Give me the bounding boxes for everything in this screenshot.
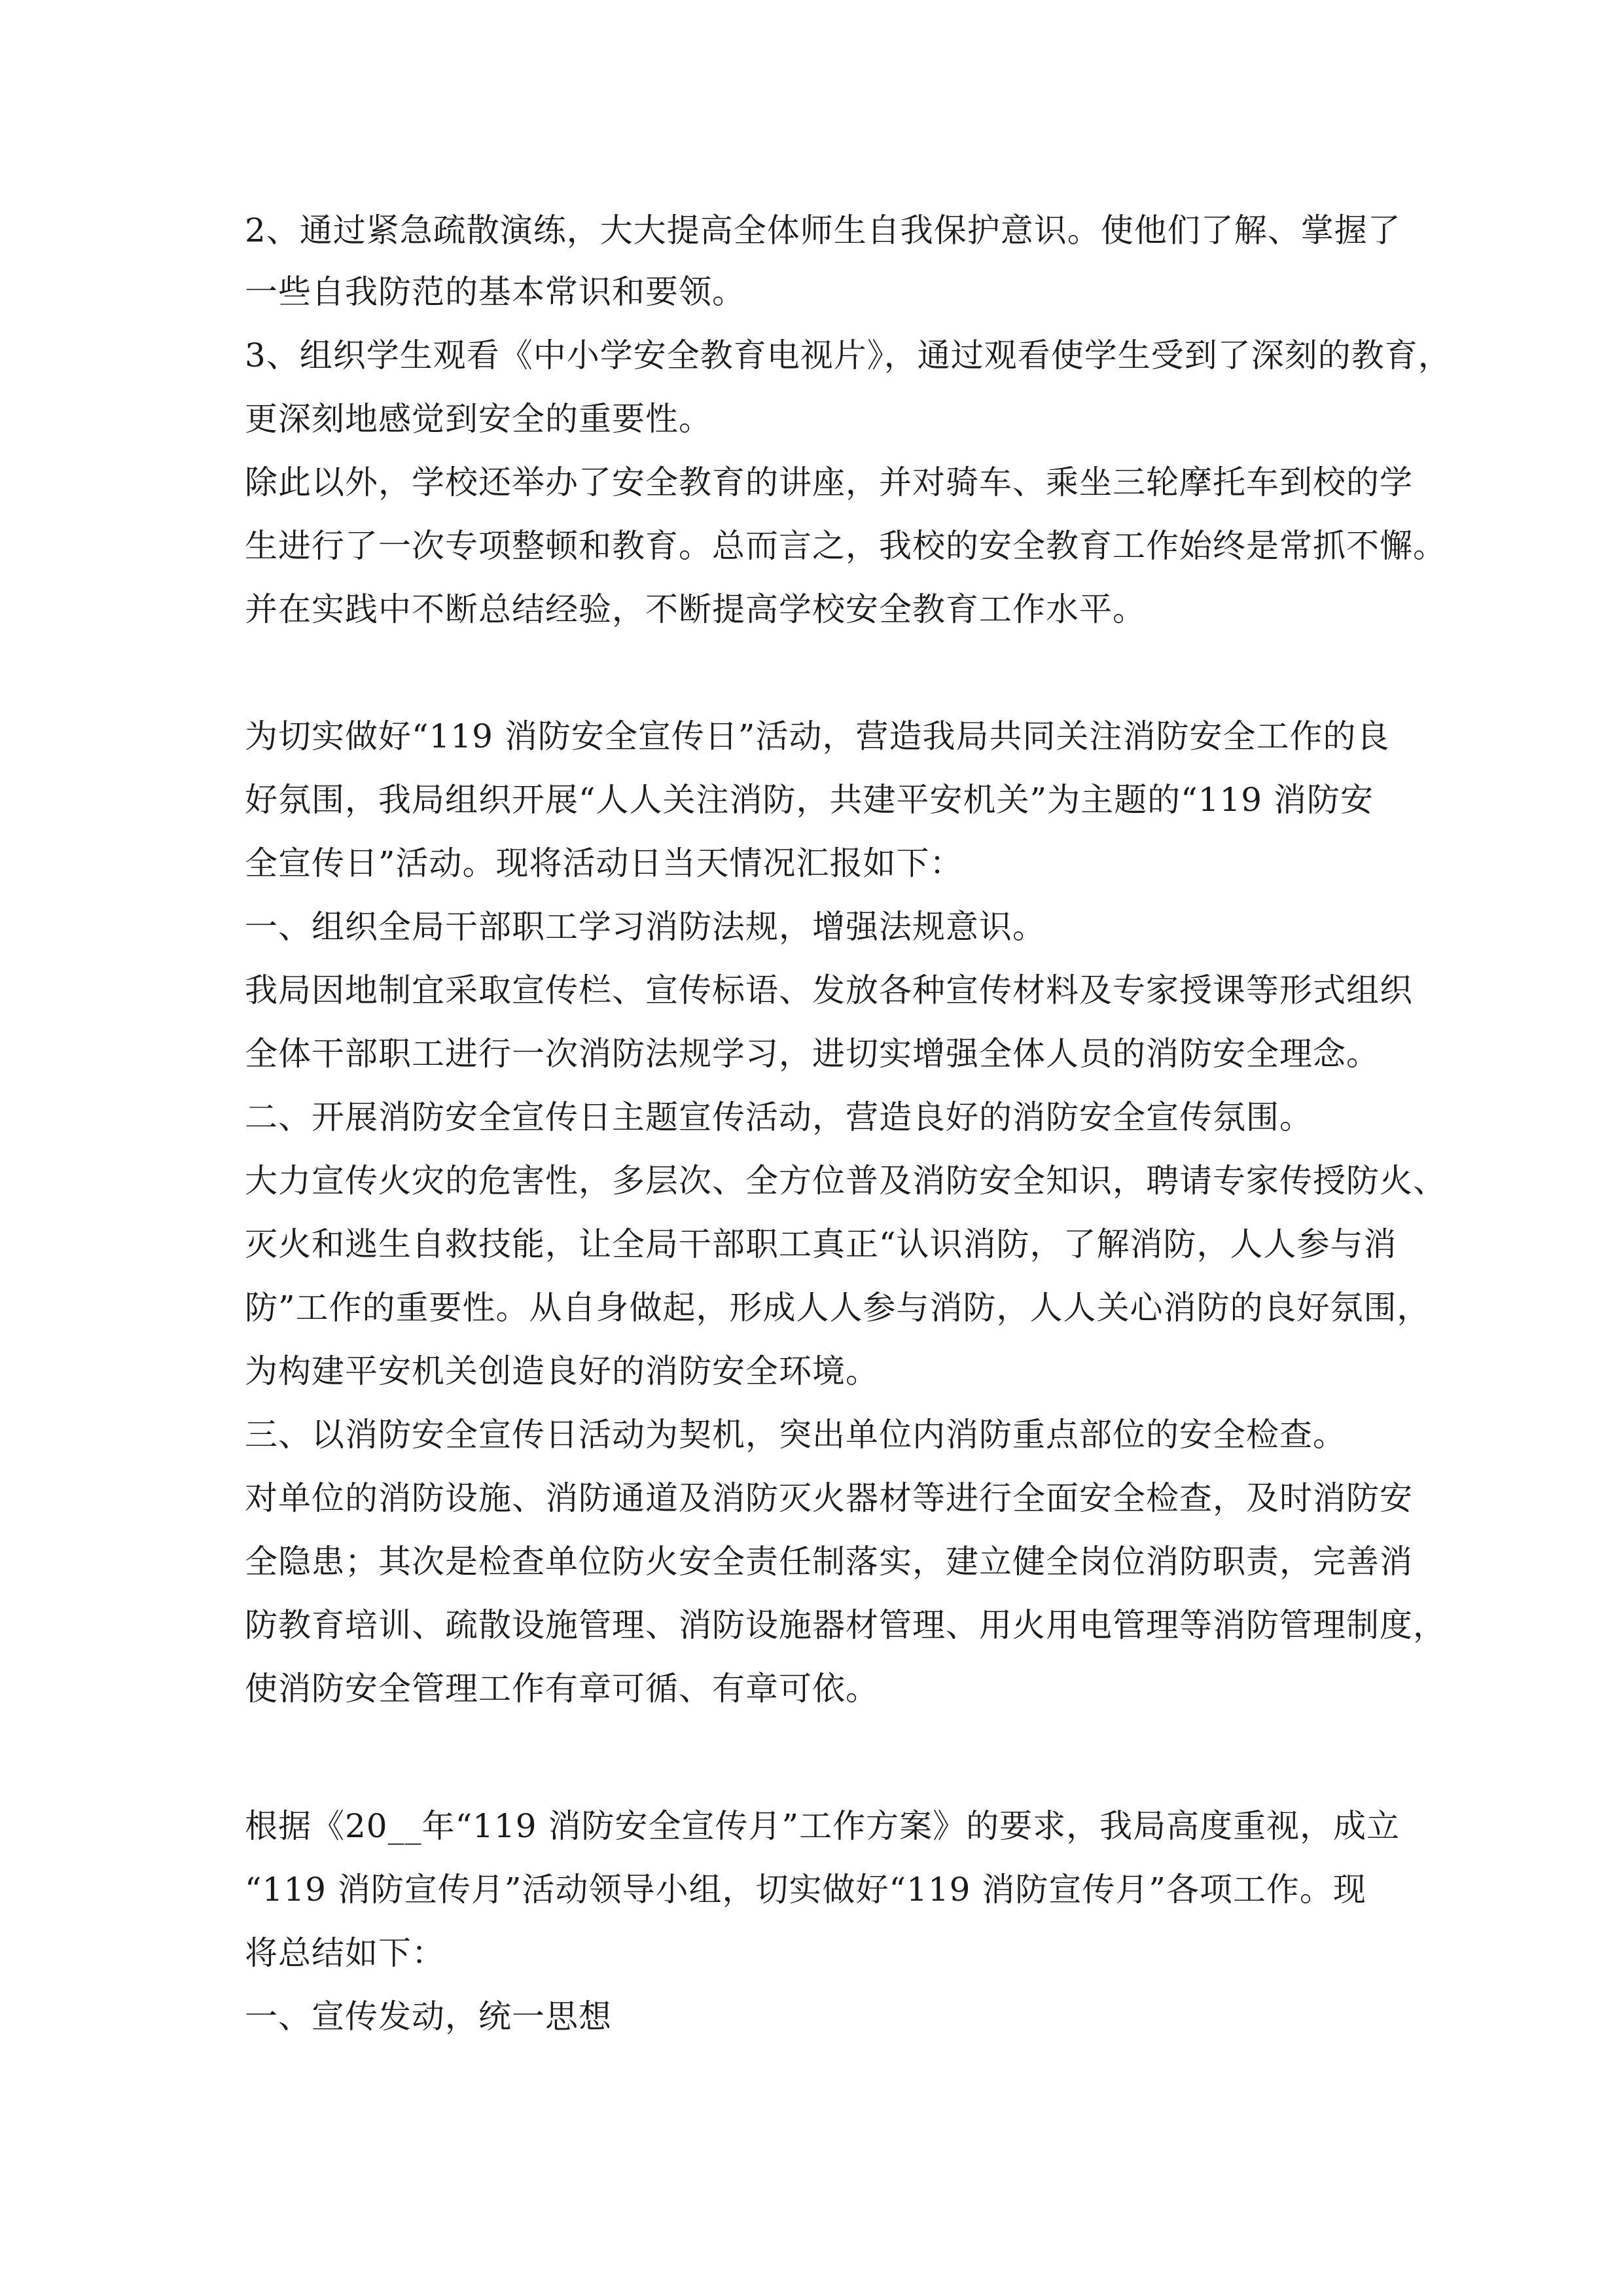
section-heading: 一、宣传发动，统一思想 <box>245 1998 612 2036</box>
paragraph-line: 2、通过紧急疏散演练，大大提高全体师生自我保护意识。使他们了解、掌握了 <box>245 211 1401 249</box>
section-heading: 二、开展消防安全宣传日主题宣传活动，营造良好的消防安全宣传氛围。 <box>245 1098 1313 1136</box>
paragraph-line: 全体干部职工进行一次消防法规学习，进切实增强全体人员的消防安全理念。 <box>245 1035 1380 1073</box>
paragraph-line: 全宣传日”活动。现将活动日当天情况汇报如下： <box>245 844 963 882</box>
paragraph-line: 对单位的消防设施、消防通道及消防灭火器材等进行全面安全检查，及时消防安 <box>245 1479 1413 1517</box>
paragraph-line: 生进行了一次专项整顿和教育。总而言之，我校的安全教育工作始终是常抓不懈。 <box>245 527 1446 565</box>
section-heading: 一、组织全局干部职工学习消防法规，增强法规意识。 <box>245 908 1046 946</box>
paragraph-line: 防教育培训、疏散设施管理、消防设施器材管理、用火用电管理等消防管理制度， <box>245 1606 1446 1644</box>
paragraph-line: 大力宣传火灾的危害性，多层次、全方位普及消防安全知识，聘请专家传授防火、 <box>245 1162 1446 1200</box>
paragraph-line: 更深刻地感觉到安全的重要性。 <box>245 400 712 438</box>
paragraph-line: “119 消防宣传月”活动领导小组，切实做好“119 消防宣传月”各项工作。现 <box>245 1871 1366 1909</box>
paragraph-line: 全隐患；其次是检查单位防火安全责任制落实，建立健全岗位消防职责，完善消 <box>245 1543 1413 1581</box>
paragraph-line: 将总结如下： <box>245 1934 445 1972</box>
paragraph-line: 灭火和逃生自救技能，让全局干部职工真正“认识消防，了解消防，人人参与消 <box>245 1225 1397 1263</box>
paragraph-line: 3、组织学生观看《中小学安全教育电视片》，通过观看使学生受到了深刻的教育， <box>245 336 1452 374</box>
paragraph-line: 并在实践中不断总结经验，不断提高学校安全教育工作水平。 <box>245 590 1146 628</box>
paragraph-line: 使消防安全管理工作有章可循、有章可依。 <box>245 1670 879 1708</box>
paragraph-line: 为切实做好“119 消防安全宣传日”活动，营造我局共同关注消防安全工作的良 <box>245 717 1390 755</box>
paragraph-line: 为构建平安机关创造良好的消防安全环境。 <box>245 1352 879 1390</box>
section-heading: 三、以消防安全宣传日活动为契机，突出单位内消防重点部位的安全检查。 <box>245 1416 1346 1454</box>
paragraph-line: 一些自我防范的基本常识和要领。 <box>245 273 745 311</box>
paragraph-line: 根据《20__年“119 消防安全宣传月”工作方案》的要求，我局高度重视，成立 <box>245 1807 1400 1845</box>
paragraph-line: 我局因地制宜采取宣传栏、宣传标语、发放各种宣传材料及专家授课等形式组织 <box>245 971 1413 1009</box>
paragraph-line: 防”工作的重要性。从自身做起，形成人人参与消防，人人关心消防的良好氛围， <box>245 1289 1431 1327</box>
paragraph-line: 除此以外，学校还举办了安全教育的讲座，并对骑车、乘坐三轮摩托车到校的学 <box>245 463 1413 501</box>
paragraph-line: 好氛围，我局组织开展“人人关注消防，共建平安机关”为主题的“119 消防安 <box>245 781 1374 819</box>
